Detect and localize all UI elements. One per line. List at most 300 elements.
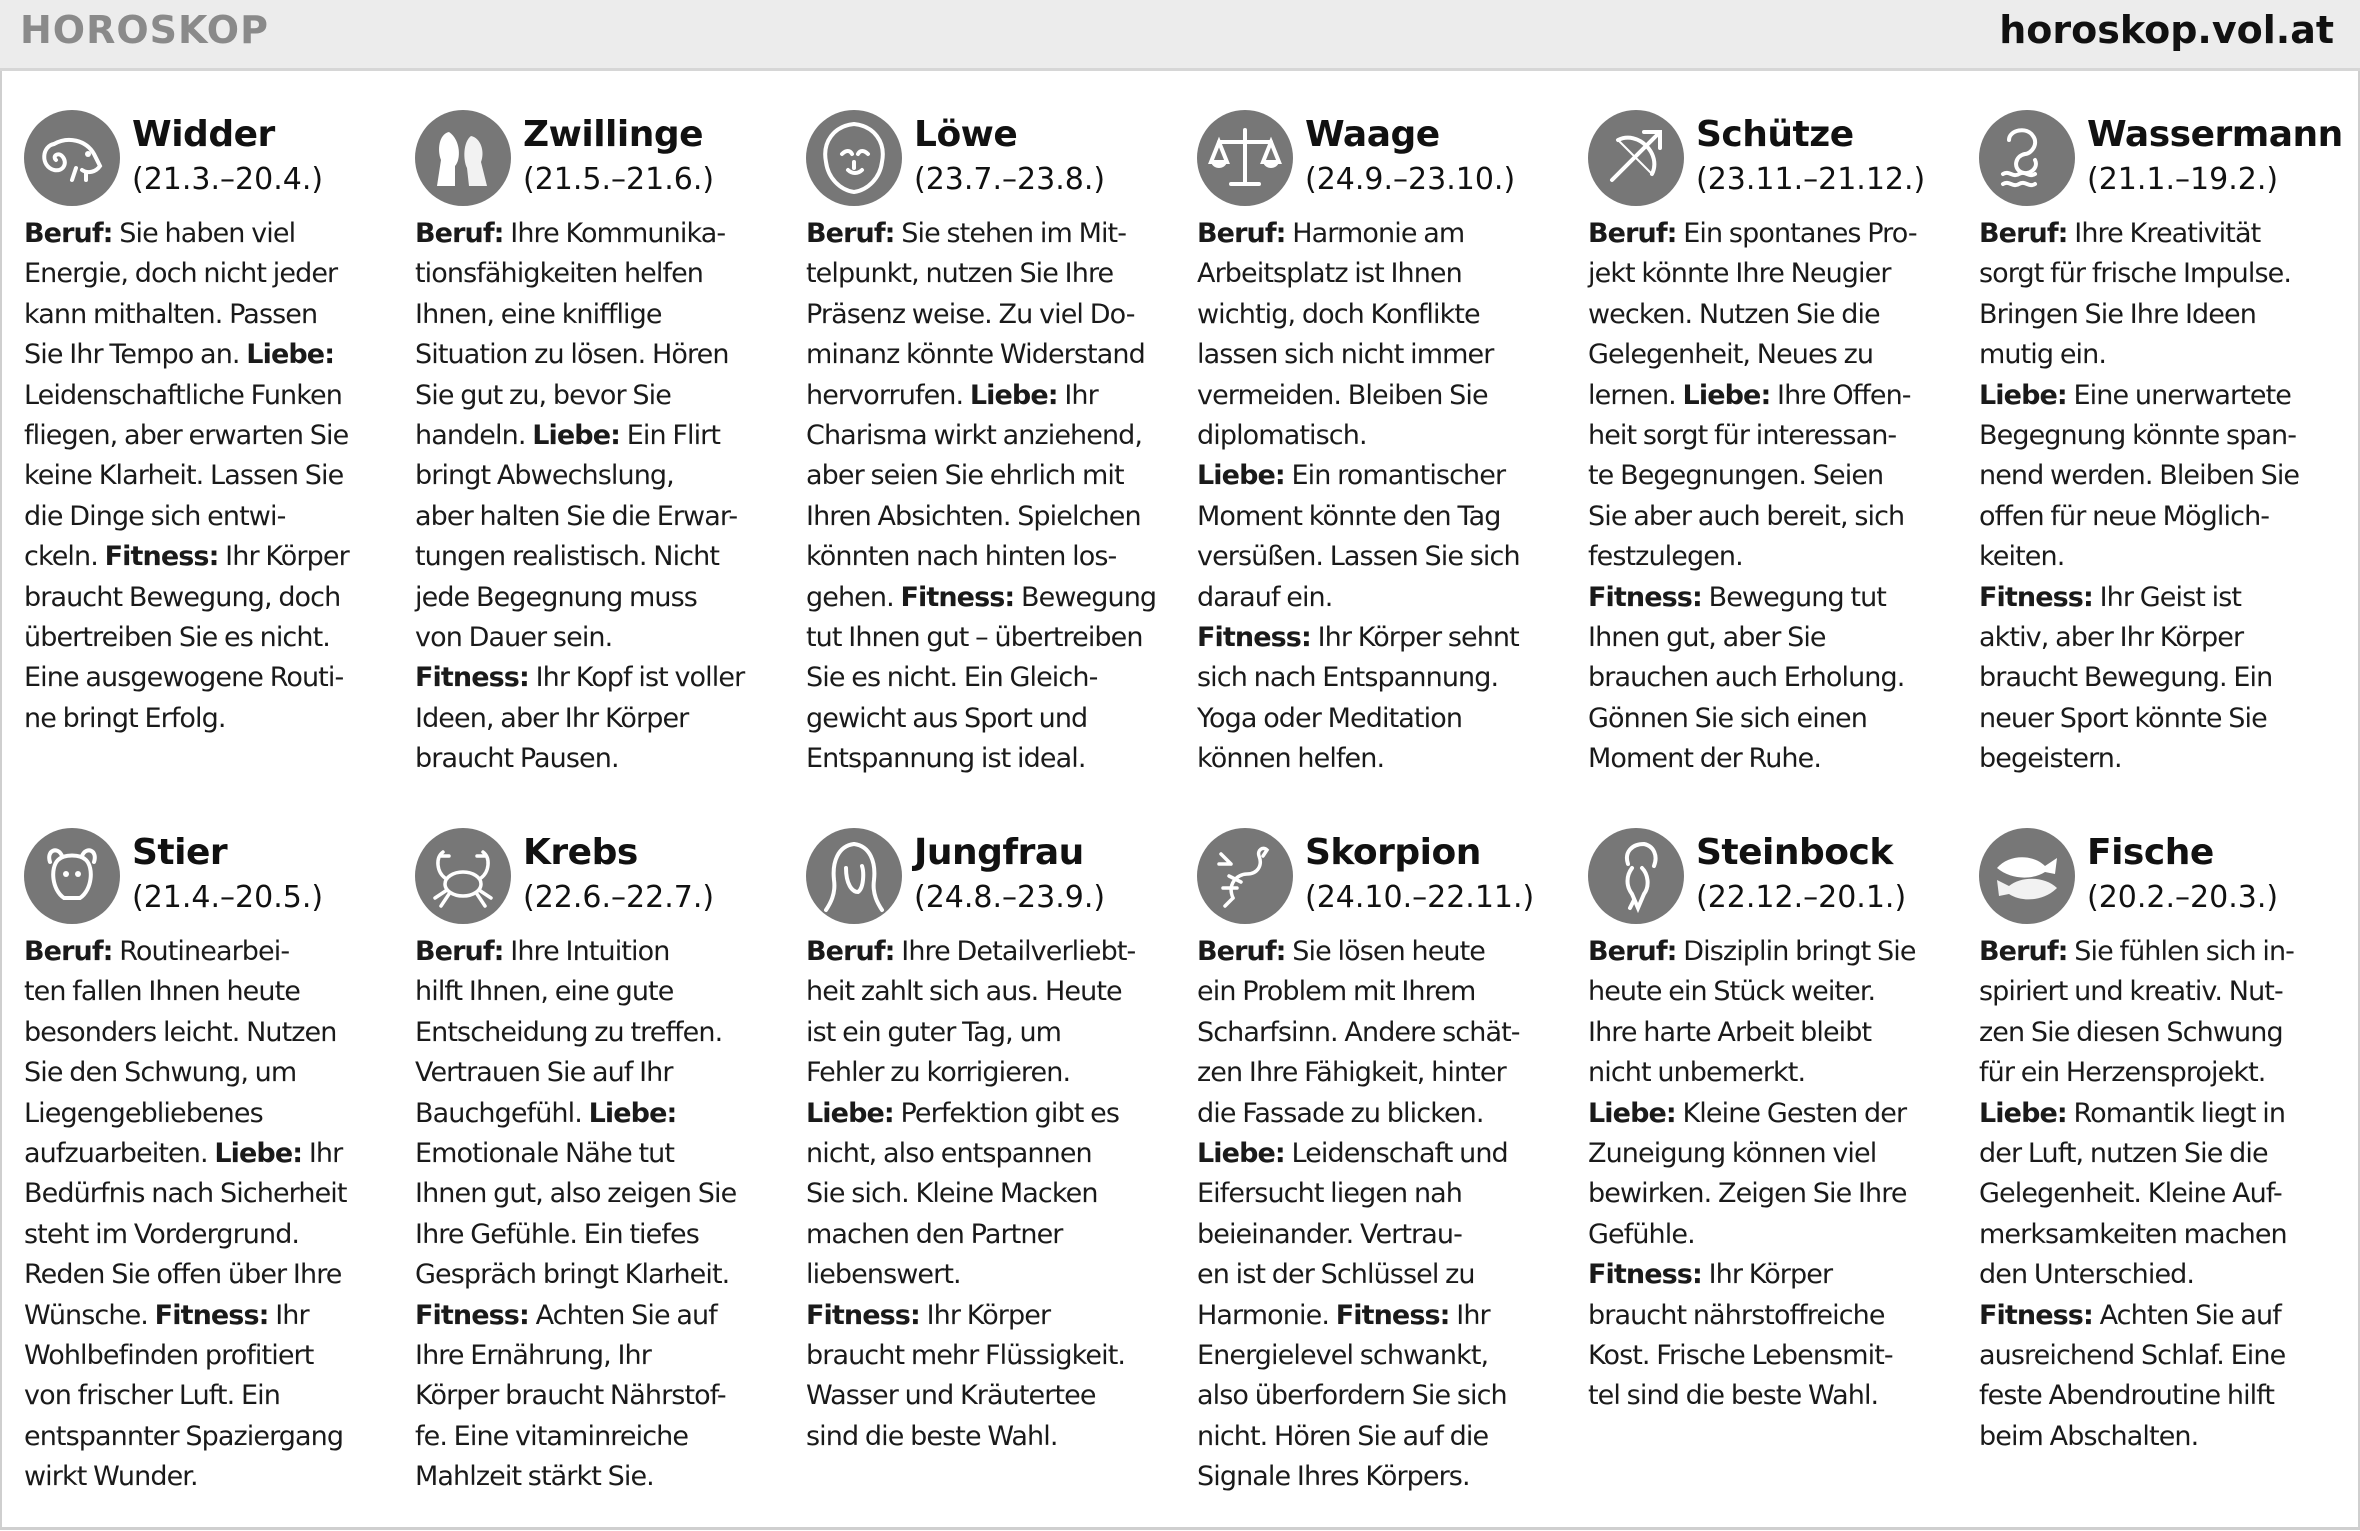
text-segment: aktiv, aber Ihr Körper: [1979, 622, 2244, 654]
sign-name: Schütze: [1696, 114, 1854, 155]
category-label: Fitness:: [1335, 1299, 1450, 1331]
text-line: [806, 1255, 1174, 1295]
text-line: [806, 1174, 1174, 1214]
text-line: [1197, 295, 1565, 335]
category-label: Beruf:: [1979, 218, 2068, 249]
text-line: [415, 1174, 783, 1214]
text-segment: zen Ihre Fähigkeit, hinter: [1197, 1057, 1506, 1089]
text-line: [24, 1053, 392, 1093]
text-line: [1197, 578, 1565, 618]
text-line: [1979, 254, 2347, 294]
text-line: [1588, 972, 1956, 1012]
text-line: [24, 416, 392, 456]
sign-krebs: [415, 828, 783, 1498]
text-segment: Begegnung könnte span-: [1979, 420, 2297, 452]
category-label: Liebe:: [214, 1138, 303, 1170]
text-line: [806, 1296, 1174, 1336]
text-segment: Scharfsinn. Andere schät-: [1197, 1016, 1520, 1048]
text-line: [415, 972, 783, 1012]
text-segment: darauf ein.: [1197, 581, 1333, 613]
text-line: [806, 1134, 1174, 1174]
text-segment: Gefühle.: [1588, 1218, 1695, 1250]
text-line: [806, 497, 1174, 537]
text-segment: Ihnen gut, aber Sie: [1588, 622, 1826, 654]
text-line: [1588, 295, 1956, 335]
text-segment: heit zahlt sich aus. Heute: [806, 976, 1122, 1008]
text-line: [1588, 456, 1956, 496]
text-line: [1197, 1134, 1565, 1174]
text-segment: Ihren Absichten. Spielchen: [806, 500, 1141, 532]
text-segment: Ein spontanes Pro-: [1676, 218, 1917, 249]
site-link[interactable]: horoskop.vol.at: [1999, 8, 2334, 52]
text-segment: diplomatisch.: [1197, 420, 1367, 452]
text-segment: wichtig, doch Konflikte: [1197, 298, 1480, 330]
text-segment: festzulegen.: [1588, 541, 1743, 573]
text-segment: Bewegung: [1014, 581, 1157, 613]
category-label: Liebe:: [532, 420, 621, 452]
text-segment: Harmonie.: [1197, 1299, 1336, 1331]
text-segment: Sie gut zu, bevor Sie: [415, 379, 671, 411]
text-line: [1588, 1013, 1956, 1053]
text-segment: Ihr Körper: [218, 541, 349, 573]
text-line: [1979, 376, 2347, 416]
text-line: [415, 1296, 783, 1336]
text-line: [1979, 537, 2347, 577]
text-line: [415, 1215, 783, 1255]
text-line: [1588, 376, 1956, 416]
category-label: Liebe:: [806, 1097, 894, 1129]
text-line: [1197, 932, 1565, 972]
text-segment: fe. Eine vitaminreiche: [415, 1420, 689, 1452]
text-line: [806, 1336, 1174, 1376]
sign-name: Fische: [2087, 832, 2214, 873]
sign-name: Löwe: [914, 114, 1018, 155]
category-label: Fitness:: [154, 1299, 269, 1331]
text-segment: Präsenz weise. Zu viel Do-: [806, 298, 1135, 330]
text-segment: beim Abschalten.: [1979, 1420, 2199, 1452]
text-line: [806, 1417, 1174, 1457]
text-segment: tut Ihnen gut – übertreiben: [806, 622, 1143, 654]
text-segment: telpunkt, nutzen Sie Ihre: [806, 258, 1114, 290]
category-label: Fitness:: [415, 1299, 529, 1331]
text-segment: der Luft, nutzen Sie die: [1979, 1138, 2268, 1170]
text-segment: sorgt für frische Impulse.: [1979, 258, 2292, 290]
text-segment: Entspannung ist ideal.: [806, 743, 1086, 775]
ram-icon: [24, 110, 120, 206]
text-line: [1197, 618, 1565, 658]
text-line: [415, 1417, 783, 1457]
text-line: [1588, 497, 1956, 537]
text-line: [1979, 1417, 2347, 1457]
text-segment: keiten.: [1979, 541, 2065, 573]
text-segment: Ihnen, eine knifflige: [415, 298, 662, 330]
text-segment: Ihr: [1057, 379, 1098, 411]
sign-waage: [1197, 110, 1565, 780]
text-line: [1197, 739, 1565, 779]
text-line: [1588, 335, 1956, 375]
text-segment: ein Problem mit Ihrem: [1197, 976, 1476, 1008]
text-line: [24, 497, 392, 537]
text-segment: Achten Sie auf: [528, 1299, 717, 1331]
text-segment: Eine unerwartete: [2066, 379, 2292, 411]
text-segment: von frischer Luft. Ein: [24, 1380, 280, 1412]
category-label: Fitness:: [1979, 581, 2093, 613]
text-line: [415, 335, 783, 375]
text-segment: en ist der Schlüssel zu: [1197, 1259, 1475, 1291]
text-line: [415, 376, 783, 416]
text-segment: Gelegenheit. Kleine Auf-: [1979, 1178, 2282, 1210]
text-segment: die Dinge sich entwi-: [24, 500, 286, 532]
text-segment: besonders leicht. Nutzen: [24, 1016, 337, 1048]
text-line: [24, 1296, 392, 1336]
text-segment: Eine ausgewogene Routi-: [24, 662, 344, 694]
text-segment: Wünsche.: [24, 1299, 155, 1331]
text-line: [24, 1134, 392, 1174]
text-segment: nicht unbemerkt.: [1588, 1057, 1806, 1089]
text-line: [1979, 618, 2347, 658]
text-line: [24, 578, 392, 618]
text-line: [415, 456, 783, 496]
text-segment: bewirken. Zeigen Sie Ihre: [1588, 1178, 1907, 1210]
text-segment: Moment könnte den Tag: [1197, 500, 1501, 532]
text-line: [24, 376, 392, 416]
sign-dates: (21.5.–21.6.): [523, 162, 715, 197]
text-segment: Ihre Kreativität: [2067, 218, 2261, 249]
text-line: [415, 1013, 783, 1053]
text-line: [24, 1215, 392, 1255]
text-line: [1979, 335, 2347, 375]
text-line: [1979, 497, 2347, 537]
text-segment: Gönnen Sie sich einen: [1588, 702, 1867, 734]
category-label: Liebe:: [1197, 460, 1285, 492]
text-segment: Kost. Frische Lebensmit-: [1588, 1340, 1893, 1372]
category-label: Liebe:: [1197, 1138, 1285, 1170]
text-segment: jekt könnte Ihre Neugier: [1588, 258, 1891, 290]
text-segment: hilft Ihnen, eine gute: [415, 976, 674, 1008]
text-segment: wecken. Nutzen Sie die: [1588, 298, 1880, 330]
text-line: [415, 1336, 783, 1376]
text-line: [1197, 335, 1565, 375]
text-segment: heute ein Stück weiter.: [1588, 976, 1876, 1008]
text-line: [415, 537, 783, 577]
text-line: [806, 1013, 1174, 1053]
text-line: [806, 1094, 1174, 1134]
text-segment: Emotionale Nähe tut: [415, 1138, 675, 1170]
text-line: [1979, 1376, 2347, 1416]
sign-dates: (23.11.–21.12.): [1696, 162, 1926, 197]
text-segment: aufzuarbeiten.: [24, 1138, 215, 1170]
text-line: [806, 335, 1174, 375]
text-line: [806, 416, 1174, 456]
category-label: Liebe:: [1979, 379, 2067, 411]
text-line: [1197, 1255, 1565, 1295]
text-line: [415, 1094, 783, 1134]
text-line: [415, 295, 783, 335]
text-segment: Perfektion gibt es: [893, 1097, 1120, 1129]
text-segment: Arbeitsplatz ist Ihnen: [1197, 258, 1462, 290]
sign-name: Waage: [1305, 114, 1440, 155]
text-line: [1197, 1336, 1565, 1376]
category-label: Fitness:: [806, 1299, 920, 1331]
text-line: [806, 537, 1174, 577]
text-segment: braucht nährstoffreiche: [1588, 1299, 1885, 1331]
text-segment: Körper braucht Nährstof-: [415, 1380, 726, 1412]
text-line: [1588, 699, 1956, 739]
text-segment: nicht, also entspannen: [806, 1138, 1092, 1170]
category-label: Beruf:: [415, 936, 504, 967]
text-segment: Wasser und Kräutertee: [806, 1380, 1096, 1412]
bow-icon: [1588, 110, 1684, 206]
text-line: [1588, 1174, 1956, 1214]
ibex-icon: [1588, 828, 1684, 924]
text-line: [24, 537, 392, 577]
text-line: [1979, 739, 2347, 779]
bull-icon: [24, 828, 120, 924]
category-label: Beruf:: [1197, 936, 1286, 967]
text-line: [806, 295, 1174, 335]
sign-text: [806, 214, 1174, 780]
text-segment: minanz könnte Widerstand: [806, 339, 1145, 371]
text-segment: entspannter Spaziergang: [24, 1420, 344, 1452]
text-segment: liebenswert.: [806, 1259, 961, 1291]
text-segment: lernen.: [1588, 379, 1683, 411]
text-segment: Gelegenheit, Neues zu: [1588, 339, 1874, 371]
text-segment: Ihr Körper: [1701, 1259, 1833, 1291]
sign-zwillinge: [415, 110, 783, 780]
sign-text: [24, 932, 392, 1498]
text-line: [1588, 1215, 1956, 1255]
category-label: Beruf:: [24, 218, 113, 249]
text-segment: Mahlzeit stärkt Sie.: [415, 1461, 654, 1493]
text-segment: Ihr Geist ist: [2092, 581, 2242, 613]
text-segment: steht im Vordergrund.: [24, 1218, 300, 1250]
fish-icon: [1979, 828, 2075, 924]
sign-name: Jungfrau: [914, 832, 1084, 873]
scorpion-icon: [1197, 828, 1293, 924]
text-line: [1979, 214, 2347, 254]
sign-dates: (20.2.–20.3.): [2087, 880, 2279, 915]
text-line: [806, 699, 1174, 739]
maiden-icon: [806, 828, 902, 924]
category-label: Beruf:: [415, 218, 504, 249]
text-segment: Romantik liegt in: [2066, 1097, 2286, 1129]
text-segment: braucht Bewegung, doch: [24, 581, 341, 613]
sign-text: [1979, 214, 2347, 780]
text-segment: Kleine Gesten der: [1675, 1097, 1907, 1129]
sign-stier: [24, 828, 392, 1498]
text-line: [415, 1053, 783, 1093]
text-line: [415, 1376, 783, 1416]
text-line: [1197, 416, 1565, 456]
sign-dates: (21.3.–20.4.): [132, 162, 324, 197]
text-segment: braucht Pausen.: [415, 743, 619, 775]
text-line: [415, 699, 783, 739]
text-line: [415, 1134, 783, 1174]
text-line: [24, 1457, 392, 1497]
text-segment: ten fallen Ihnen heute: [24, 976, 300, 1008]
text-segment: Ihr Kopf ist voller: [528, 662, 745, 694]
sign-dates: (24.10.–22.11.): [1305, 880, 1535, 915]
text-segment: gewicht aus Sport und: [806, 702, 1088, 734]
text-segment: Wohlbefinden profitiert: [24, 1340, 314, 1372]
text-line: [415, 618, 783, 658]
sign-dates: (21.4.–20.5.): [132, 880, 324, 915]
sign-text: [415, 214, 783, 780]
text-segment: also überfordern Sie sich: [1197, 1380, 1507, 1412]
text-line: [1197, 972, 1565, 1012]
category-label: Beruf:: [1197, 218, 1286, 249]
text-line: [1588, 578, 1956, 618]
sign-name: Widder: [132, 114, 275, 155]
text-line: [1588, 1053, 1956, 1093]
sign-wassermann: [1979, 110, 2347, 780]
sign-text: [415, 932, 783, 1498]
text-segment: Ihr Körper: [919, 1299, 1051, 1331]
text-line: [1979, 1013, 2347, 1053]
text-line: [24, 1417, 392, 1457]
text-segment: können helfen.: [1197, 743, 1385, 775]
text-segment: Fehler zu korrigieren.: [806, 1057, 1071, 1089]
text-line: [1197, 254, 1565, 294]
category-label: Fitness:: [1588, 581, 1702, 613]
sign-dates: (22.12.–20.1.): [1696, 880, 1907, 915]
scales-icon: [1197, 110, 1293, 206]
text-line: [415, 739, 783, 779]
sign-name: Steinbock: [1696, 832, 1893, 873]
category-label: Fitness:: [415, 662, 529, 694]
sign-name: Wassermann: [2087, 114, 2343, 155]
text-line: [1979, 1296, 2347, 1336]
text-line: [1197, 1174, 1565, 1214]
text-segment: Vertrauen Sie auf Ihr: [415, 1057, 673, 1089]
text-segment: fliegen, aber erwarten Sie: [24, 420, 349, 452]
text-segment: tungen realistisch. Nicht: [415, 541, 720, 573]
category-label: Liebe:: [1588, 1097, 1676, 1129]
text-line: [24, 932, 392, 972]
text-segment: übertreiben Sie es nicht.: [24, 622, 330, 654]
text-segment: Ihre Offen-: [1770, 379, 1911, 411]
text-line: [1588, 416, 1956, 456]
text-segment: Ihre Gefühle. Ein tiefes: [415, 1218, 699, 1250]
category-label: Fitness:: [1979, 1299, 2093, 1331]
text-segment: braucht mehr Flüssigkeit.: [806, 1340, 1126, 1372]
text-line: [1588, 537, 1956, 577]
text-line: [1197, 1053, 1565, 1093]
text-line: [1979, 1215, 2347, 1255]
category-label: Beruf:: [24, 936, 113, 967]
text-segment: merksamkeiten machen: [1979, 1218, 2287, 1250]
category-label: Liebe:: [246, 339, 335, 371]
text-segment: spiriert und kreativ. Nut-: [1979, 976, 2283, 1008]
text-segment: Ihr: [268, 1299, 309, 1331]
text-line: [415, 658, 783, 698]
text-line: [1588, 214, 1956, 254]
text-segment: Sie aber auch bereit, sich: [1588, 500, 1905, 532]
text-segment: Routinearbei-: [112, 936, 290, 967]
text-line: [1197, 456, 1565, 496]
text-segment: Ihre Detailverliebt-: [894, 936, 1136, 967]
text-line: [415, 497, 783, 537]
text-segment: Ihr: [302, 1138, 343, 1170]
text-line: [1979, 456, 2347, 496]
text-segment: kann mithalten. Passen: [24, 298, 318, 330]
text-line: [806, 1376, 1174, 1416]
text-segment: Yoga oder Meditation: [1197, 702, 1463, 734]
text-segment: Eifersucht liegen nah: [1197, 1178, 1463, 1210]
text-line: [1979, 1094, 2347, 1134]
text-segment: den Unterschied.: [1979, 1259, 2195, 1291]
text-segment: lassen sich nicht immer: [1197, 339, 1494, 371]
category-label: Beruf:: [806, 218, 895, 249]
text-line: [1588, 254, 1956, 294]
lion-icon: [806, 110, 902, 206]
text-segment: Sie Ihr Tempo an.: [24, 339, 247, 371]
text-line: [1979, 1336, 2347, 1376]
sign-text: [1588, 214, 1956, 780]
text-segment: Charisma wirkt anziehend,: [806, 420, 1143, 452]
text-line: [24, 456, 392, 496]
sign-text: [806, 932, 1174, 1457]
text-line: [1197, 537, 1565, 577]
text-segment: Gespräch bringt Klarheit.: [415, 1259, 730, 1291]
text-segment: Sie haben viel: [112, 218, 296, 249]
text-line: [1197, 1376, 1565, 1416]
text-segment: Bringen Sie Ihre Ideen: [1979, 298, 2256, 330]
text-segment: heit sorgt für interessan-: [1588, 420, 1897, 452]
text-line: [415, 214, 783, 254]
text-segment: Bedürfnis nach Sicherheit: [24, 1178, 347, 1210]
section-title: HOROSKOP: [20, 8, 269, 52]
text-segment: von Dauer sein.: [415, 622, 613, 654]
text-segment: Disziplin bringt Sie: [1676, 936, 1916, 967]
sign-name: Stier: [132, 832, 228, 873]
sign-name: Krebs: [523, 832, 638, 873]
sign-fische: [1979, 828, 2347, 1457]
text-line: [806, 578, 1174, 618]
text-line: [24, 658, 392, 698]
text-line: [1197, 497, 1565, 537]
text-segment: Ihnen gut, also zeigen Sie: [415, 1178, 737, 1210]
text-line: [806, 456, 1174, 496]
text-segment: nend werden. Bleiben Sie: [1979, 460, 2300, 492]
text-line: [1588, 739, 1956, 779]
text-segment: te Begegnungen. Seien: [1588, 460, 1884, 492]
sign-widder: [24, 110, 392, 739]
text-line: [24, 1094, 392, 1134]
crab-icon: [415, 828, 511, 924]
text-segment: Ideen, aber Ihr Körper: [415, 702, 689, 734]
text-line: [24, 335, 392, 375]
text-line: [1979, 295, 2347, 335]
text-segment: ckeln.: [24, 541, 105, 573]
text-segment: Ihre Intuition: [503, 936, 670, 967]
text-line: [1197, 1417, 1565, 1457]
page-header: [0, 0, 2360, 71]
text-line: [1979, 972, 2347, 1012]
text-line: [806, 972, 1174, 1012]
text-segment: nicht. Hören Sie auf die: [1197, 1420, 1489, 1452]
text-line: [806, 1215, 1174, 1255]
sign-text: [1979, 932, 2347, 1457]
text-segment: Sie sich. Kleine Macken: [806, 1178, 1098, 1210]
text-line: [1588, 618, 1956, 658]
text-line: [415, 254, 783, 294]
text-segment: Sie lösen heute: [1285, 936, 1486, 967]
text-segment: handeln.: [415, 420, 533, 452]
sign-dates: (24.9.–23.10.): [1305, 162, 1516, 197]
text-line: [806, 254, 1174, 294]
category-label: Beruf:: [1588, 218, 1677, 249]
